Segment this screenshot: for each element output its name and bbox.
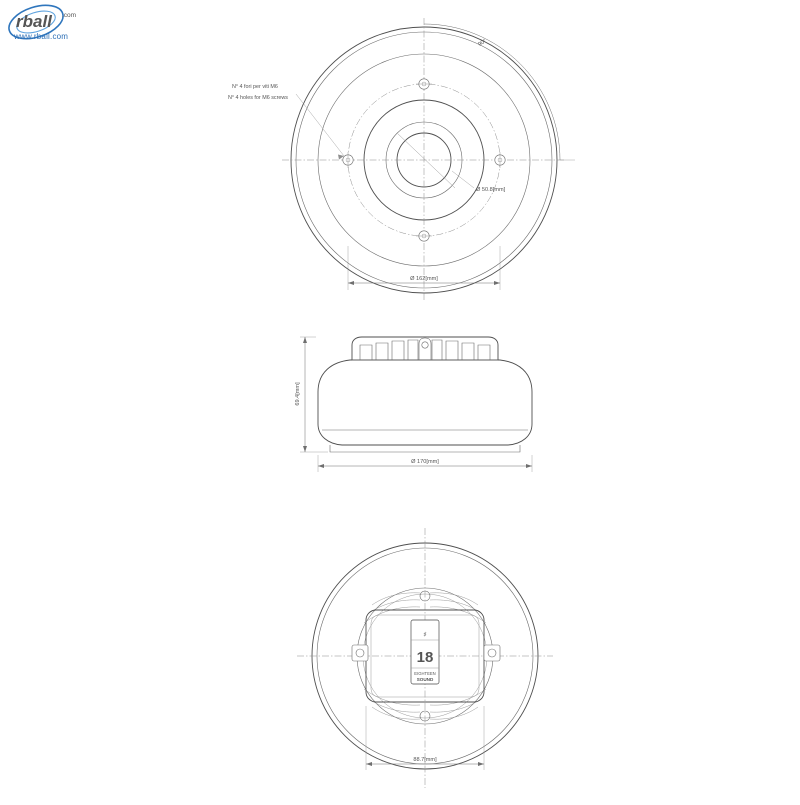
note-line-1: N° 4 fori per viti M6: [232, 84, 278, 90]
body-diameter-text: Ø 170[mm]: [411, 459, 439, 465]
note-line-2: N° 4 holes for M6 screws: [228, 95, 288, 101]
svg-text:.com: .com: [62, 12, 77, 19]
angle-arc: [424, 24, 560, 160]
side-view-center-boss: [419, 338, 431, 360]
bolt-circle-leader: [452, 171, 474, 188]
bolt-circle-diameter-text: Ø 50.8[mm]: [476, 187, 506, 193]
side-view-center-screw: [422, 342, 428, 348]
pw-arrow-right: [478, 762, 484, 766]
side-view-base-lip: [330, 445, 520, 452]
brand-label-number: 18: [416, 649, 434, 666]
od-arrow-right: [494, 281, 500, 285]
height-dimension-text: 69.4[mm]: [295, 382, 301, 406]
brand-label-line2: SOUND: [416, 677, 434, 682]
bd-arrow-right: [526, 464, 532, 468]
svg-text:rball: rball: [16, 12, 52, 31]
height-arrow-bottom: [303, 446, 307, 452]
angle-dimension-text: 90°: [477, 38, 488, 48]
note-leader: [296, 94, 344, 156]
side-view-body: [318, 360, 532, 445]
pw-arrow-left: [366, 762, 372, 766]
outer-diameter-text: Ø 162[mm]: [410, 276, 438, 282]
top-view: [228, 18, 575, 302]
brand-label-line1: EIGHTEEN: [414, 671, 436, 676]
bd-arrow-left: [318, 464, 324, 468]
plate-width-text: 88.7[mm]: [413, 757, 437, 763]
terminal-right: [484, 645, 500, 661]
terminal-left: [352, 645, 368, 661]
brand-label-mark: ♯: [423, 632, 427, 638]
height-arrow-top: [303, 337, 307, 343]
watermark-text: www.rball.com: [14, 32, 69, 41]
side-view: [295, 337, 532, 472]
od-arrow-left: [348, 281, 354, 285]
brand-label: [411, 620, 439, 684]
bottom-view: [297, 528, 553, 788]
side-view-cooling-fins: [360, 340, 490, 360]
